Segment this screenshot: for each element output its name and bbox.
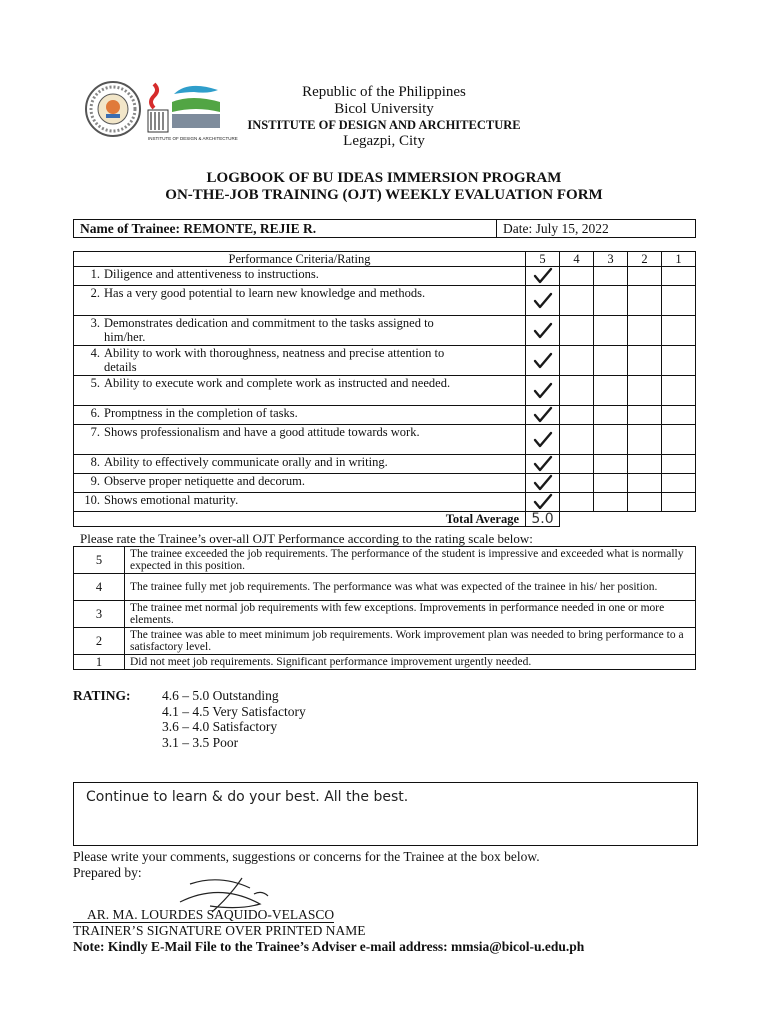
criteria-number: 10.: [84, 493, 100, 507]
criteria-number: 4.: [90, 346, 100, 360]
rating-cell-3: [594, 376, 628, 406]
rating-cell-3: [594, 346, 628, 376]
scale-row: [74, 601, 696, 628]
criteria-row: [74, 286, 696, 316]
rating-cell-5: [526, 406, 560, 425]
rating-cell-4: [560, 376, 594, 406]
criteria-row: [74, 316, 696, 346]
scale-score: 5: [74, 547, 125, 574]
rating-cell-1: [662, 425, 696, 455]
trainee-name: REMONTE, REJIE R.: [183, 220, 317, 236]
scale-description: The trainee fully met job requirements. The performance was what was expected of the trainee in his/ her position.: [125, 574, 696, 601]
rating-cell-3: [594, 286, 628, 316]
criteria-row: [74, 425, 696, 455]
svg-text:INSTITUTE OF DESIGN & ARCHITEC: INSTITUTE OF DESIGN & ARCHITECTURE: [148, 136, 238, 141]
rating-item: 3.6 – 4.0 Satisfactory: [162, 719, 278, 734]
criteria-row: [74, 455, 696, 474]
rating-cell-4: [560, 346, 594, 376]
header-university: Bicol University: [334, 101, 434, 117]
rating-label: RATING:: [73, 688, 131, 703]
criteria-text-cell: [74, 376, 526, 406]
criteria-row: [74, 406, 696, 425]
total-average-label: Total Average: [74, 512, 526, 527]
header-republic: Republic of the Philippines: [302, 84, 466, 100]
rating-cell-2: [628, 474, 662, 493]
rating-cell-4: [560, 267, 594, 286]
comment-box: [73, 782, 698, 846]
criteria-text: Ability to effectively communicate orally and in writing.: [104, 455, 388, 469]
scale-row: [74, 574, 696, 601]
criteria-text-cell: [74, 455, 526, 474]
check-mark-icon: [526, 267, 559, 285]
rating-cell-3: [594, 425, 628, 455]
rating-cell-5: [526, 346, 560, 376]
rating-cell-4: [560, 493, 594, 512]
rating-cell-3: [594, 267, 628, 286]
rating-cell-5: [526, 376, 560, 406]
scale-row: [74, 655, 696, 670]
check-mark-icon: [526, 431, 559, 449]
rating-cell-2: [628, 286, 662, 316]
rating-cell-3: [594, 455, 628, 474]
rating-cell-1: [662, 316, 696, 346]
criteria-text-cell: [74, 406, 526, 425]
form-title-line2: ON-THE-JOB TRAINING (OJT) WEEKLY EVALUATION FORM: [165, 187, 603, 203]
scale-row: [74, 628, 696, 655]
rating-item: 4.1 – 4.5 Very Satisfactory: [162, 703, 306, 719]
date-value: July 15, 2022: [535, 220, 609, 236]
criteria-text-cell: [74, 425, 526, 455]
rating-cell-2: [628, 406, 662, 425]
criteria-row: [74, 346, 696, 376]
scale-score: 2: [74, 628, 125, 655]
criteria-number: 7.: [90, 425, 100, 439]
rating-cell-2: [628, 267, 662, 286]
rating-cell-1: [662, 286, 696, 316]
criteria-text: Ability to work with thoroughness, neatness and precise attention to details: [104, 346, 445, 374]
criteria-text: Diligence and attentiveness to instructions.: [104, 267, 319, 281]
criteria-row: [74, 474, 696, 493]
rating-cell-2: [628, 346, 662, 376]
criteria-row: [74, 493, 696, 512]
trainee-name-label: Name of Trainee:: [80, 220, 180, 236]
criteria-text-cell: [74, 474, 526, 493]
criteria-text-cell: [74, 346, 526, 376]
trainee-name-cell: [74, 220, 497, 238]
check-mark-icon: [526, 474, 559, 492]
scale-header-4: 4: [560, 252, 594, 267]
scale-score: 3: [74, 601, 125, 628]
rating-cell-5: [526, 425, 560, 455]
criteria-number: 9.: [90, 474, 100, 488]
rating-cell-3: [594, 406, 628, 425]
rating-cell-1: [662, 406, 696, 425]
scale-header-2: 2: [628, 252, 662, 267]
criteria-row: [74, 376, 696, 406]
trainer-name: [73, 908, 383, 922]
email-note: Note: Kindly E-Mail File to the Trainee’s Adviser e-mail address: mmsia@bicol-u.edu.ph: [73, 939, 585, 954]
check-mark-icon: [526, 406, 559, 424]
rating-cell-5: [526, 286, 560, 316]
rating-item: 3.1 – 3.5 Poor: [162, 734, 239, 750]
criteria-number: 3.: [90, 316, 100, 330]
scale-row: [74, 547, 696, 574]
scale-description: The trainee met normal job requirements with few exceptions. Improvements in performance needed in one or more elements.: [125, 601, 696, 628]
rating-item: 4.6 – 5.0 Outstanding: [162, 688, 279, 703]
criteria-number: 6.: [90, 406, 100, 420]
rating-cell-4: [560, 425, 594, 455]
footer-instructions: [73, 849, 540, 880]
rating-cell-1: [662, 474, 696, 493]
criteria-header: Performance Criteria/Rating: [74, 252, 526, 267]
scale-header-5: 5: [526, 252, 560, 267]
criteria-number: 5.: [90, 376, 100, 390]
date-cell: [497, 220, 696, 238]
criteria-text-cell: [74, 493, 526, 512]
scale-header-3: 3: [594, 252, 628, 267]
comment-text: Continue to learn & do your best. All the best.: [86, 789, 409, 805]
rating-cell-3: [594, 493, 628, 512]
rating-cell-2: [628, 316, 662, 346]
rating-cell-1: [662, 455, 696, 474]
header-city: Legazpi, City: [343, 133, 425, 149]
rating-cell-4: [560, 286, 594, 316]
criteria-text: Demonstrates dedication and commitment to the tasks assigned to him/her.: [104, 316, 434, 344]
criteria-text: Observe proper netiquette and decorum.: [104, 474, 305, 488]
scale-score: 1: [74, 655, 125, 670]
rating-cell-1: [662, 376, 696, 406]
rating-cell-1: [662, 493, 696, 512]
rating-cell-4: [560, 406, 594, 425]
criteria-text-cell: [74, 267, 526, 286]
scale-description: Did not meet job requirements. Significant performance improvement urgently needed.: [125, 655, 696, 670]
criteria-text: Shows emotional maturity.: [104, 493, 239, 507]
scale-instruction: Please rate the Trainee’s over-all OJT Performance according to the rating scale below:: [80, 531, 533, 546]
rating-cell-1: [662, 267, 696, 286]
scale-score: 4: [74, 574, 125, 601]
rating-cell-2: [628, 376, 662, 406]
trainee-info-table: [73, 219, 696, 238]
rating-cell-5: [526, 316, 560, 346]
trainer-signature-label: TRAINER’S SIGNATURE OVER PRINTED NAME: [73, 923, 366, 938]
criteria-text-cell: [74, 316, 526, 346]
rating-cell-5: [526, 267, 560, 286]
form-title-line1: LOGBOOK OF BU IDEAS IMMERSION PROGRAM: [206, 170, 562, 186]
scale-description: The trainee was able to meet minimum job requirements. Work improvement plan was needed to bring performance to a satisfactory level.: [125, 628, 696, 655]
total-average-value: 5.0: [526, 512, 560, 527]
scale-description: The trainee exceeded the job requirements. The performance of the student is impressive and exceeded what is normally expected in this position.: [125, 547, 696, 574]
rating-cell-1: [662, 346, 696, 376]
rating-cell-2: [628, 493, 662, 512]
header-institute: INSTITUTE OF DESIGN AND ARCHITECTURE: [247, 118, 521, 132]
check-mark-icon: [526, 292, 559, 310]
criteria-text: Has a very good potential to learn new knowledge and methods.: [104, 286, 426, 300]
check-mark-icon: [526, 352, 559, 370]
rating-cell-4: [560, 455, 594, 474]
criteria-number: 1.: [90, 267, 100, 281]
prepared-by-label: Prepared by:: [73, 864, 142, 880]
rating-cell-4: [560, 316, 594, 346]
criteria-row: [74, 267, 696, 286]
date-label: Date:: [503, 220, 533, 236]
comment-instruction: Please write your comments, suggestions or concerns for the Trainee at the box below.: [73, 849, 540, 864]
rating-cell-5: [526, 474, 560, 493]
rating-cell-2: [628, 425, 662, 455]
rating-cell-5: [526, 455, 560, 474]
rating-cell-5: [526, 493, 560, 512]
criteria-number: 8.: [90, 455, 100, 469]
criteria-text-cell: [74, 286, 526, 316]
rating-cell-4: [560, 474, 594, 493]
trainer-printed-name: AR. MA. LOURDES SAQUIDO-VELASCO: [73, 907, 334, 923]
scale-header-1: 1: [662, 252, 696, 267]
check-mark-icon: [526, 493, 559, 511]
rating-cell-2: [628, 455, 662, 474]
rating-scale-table: [73, 546, 696, 670]
check-mark-icon: [526, 322, 559, 340]
check-mark-icon: [526, 455, 559, 473]
criteria-number: 2.: [90, 286, 100, 300]
rating-cell-3: [594, 474, 628, 493]
criteria-table: [73, 251, 696, 527]
criteria-text: Ability to execute work and complete work as instructed and needed.: [104, 376, 451, 390]
check-mark-icon: [526, 382, 559, 400]
criteria-text: Shows professionalism and have a good attitude towards work.: [104, 425, 420, 439]
rating-cell-3: [594, 316, 628, 346]
criteria-text: Promptness in the completion of tasks.: [104, 406, 298, 420]
